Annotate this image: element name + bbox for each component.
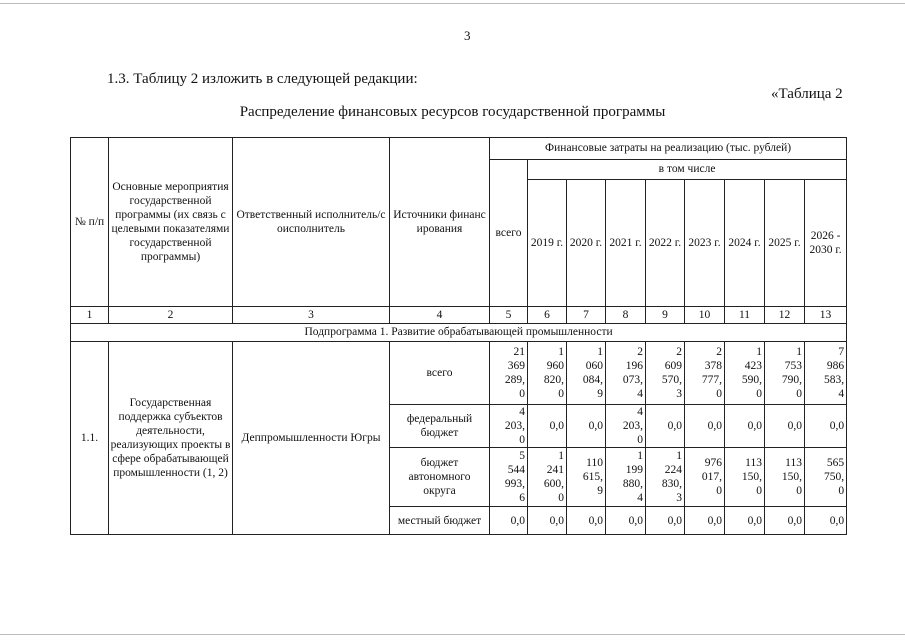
value-cell: 565 750, 0 [823,457,845,498]
header-costs: Финансовые затраты на реализацию (тыс. рублей) [490,138,847,160]
header-year-2020: 2020 г. [567,180,606,307]
value-cell: 0,0 [667,420,682,433]
value-cell: 113 150, 0 [781,457,802,498]
value-cell: 0,0 [667,514,682,527]
value-cell: 5 544 993, 6 [504,450,525,505]
column-number: 4 [390,307,490,324]
source-federal: федеральный бюджет [390,405,490,448]
value-cell: 0,0 [588,514,603,527]
value-cell: 0,0 [747,514,762,527]
column-number: 11 [725,307,765,324]
value-cell: 0,0 [549,514,564,527]
value-cell: 2 378 777, 0 [701,345,722,401]
scan-edge-top [0,3,905,4]
value-cell: 0,0 [829,514,845,527]
value-cell: 2 609 570, 3 [661,345,682,401]
value-cell: 1 241 600, 0 [543,450,564,505]
value-cell: 7 986 583, 4 [823,345,845,401]
value-cell: 1 199 880, 4 [622,450,643,505]
header-year-2024: 2024 г. [725,180,765,307]
value-cell: 21 369 289, 0 [504,345,525,401]
header-year-2025: 2025 г. [765,180,805,307]
value-cell: 0,0 [588,420,603,433]
value-cell: 4 203, 0 [622,406,643,447]
scan-edge-bottom [0,634,905,635]
value-cell: 0,0 [707,420,722,433]
item-number: 1.1. [71,342,109,535]
value-cell: 0,0 [510,514,525,527]
column-number: 7 [567,307,606,324]
item-executor: Деппромышленности Югры [233,342,390,535]
header-measures: Основные мероприятия государственной программы (их связь с целевыми показателями государственной программы) [109,138,233,307]
value-cell: 110 615, 9 [582,457,603,498]
item-name: Государственная поддержка субъектов деятельности, реализующих проекты в сфере обрабатывающей промышленности (1, 2) [109,342,233,535]
table-label: «Таблица 2 [771,86,843,102]
header-including: в том числе [528,160,847,180]
header-sources: Источники финансирования [390,138,490,307]
amendment-intro: 1.3. Таблицу 2 изложить в следующей редакции: [107,71,418,87]
value-cell: 0,0 [787,420,802,433]
column-number: 13 [805,307,847,324]
header-year-2022: 2022 г. [646,180,685,307]
value-cell: 0,0 [829,420,845,433]
value-cell: 976 017, 0 [701,457,722,498]
header-num: № п/п [71,138,109,307]
value-cell: 1 060 084, 9 [582,345,603,401]
value-cell: 1 753 790, 0 [781,345,802,401]
header-year-2023: 2023 г. [685,180,725,307]
column-number: 2 [109,307,233,324]
column-number: 8 [606,307,646,324]
value-cell: 2 196 073, 4 [622,345,643,401]
source-regional: бюджет автономного округа [390,448,490,507]
column-number: 5 [490,307,528,324]
value-cell: 0,0 [707,514,722,527]
value-cell: 0,0 [787,514,802,527]
source-total: всего [390,342,490,405]
source-local: местный бюджет [390,507,490,535]
value-cell: 0,0 [549,420,564,433]
value-cell: 1 423 590, 0 [741,345,762,401]
table-title: Распределение финансовых ресурсов государственной программы [239,104,666,120]
column-number: 9 [646,307,685,324]
value-cell: 1 960 820, 0 [543,345,564,401]
column-number: 10 [685,307,725,324]
page-number: 3 [464,28,471,43]
header-year-2026-2030: 2026 - 2030 г. [805,180,847,307]
value-cell: 4 203, 0 [504,406,525,447]
value-cell: 1 224 830, 3 [661,450,682,505]
column-number: 6 [528,307,567,324]
value-cell: 0,0 [747,420,762,433]
column-number: 3 [233,307,390,324]
value-cell: 113 150, 0 [741,457,762,498]
subprogram-title: Подпрограмма 1. Развитие обрабатывающей промышленности [71,324,847,342]
header-year-2019: 2019 г. [528,180,567,307]
column-number: 1 [71,307,109,324]
header-year-2021: 2021 г. [606,180,646,307]
financing-table [70,137,847,535]
value-cell: 0,0 [628,514,643,527]
header-total: всего [490,160,528,307]
header-executor: Ответственный исполнитель/соисполнитель [233,138,390,307]
column-number: 12 [765,307,805,324]
